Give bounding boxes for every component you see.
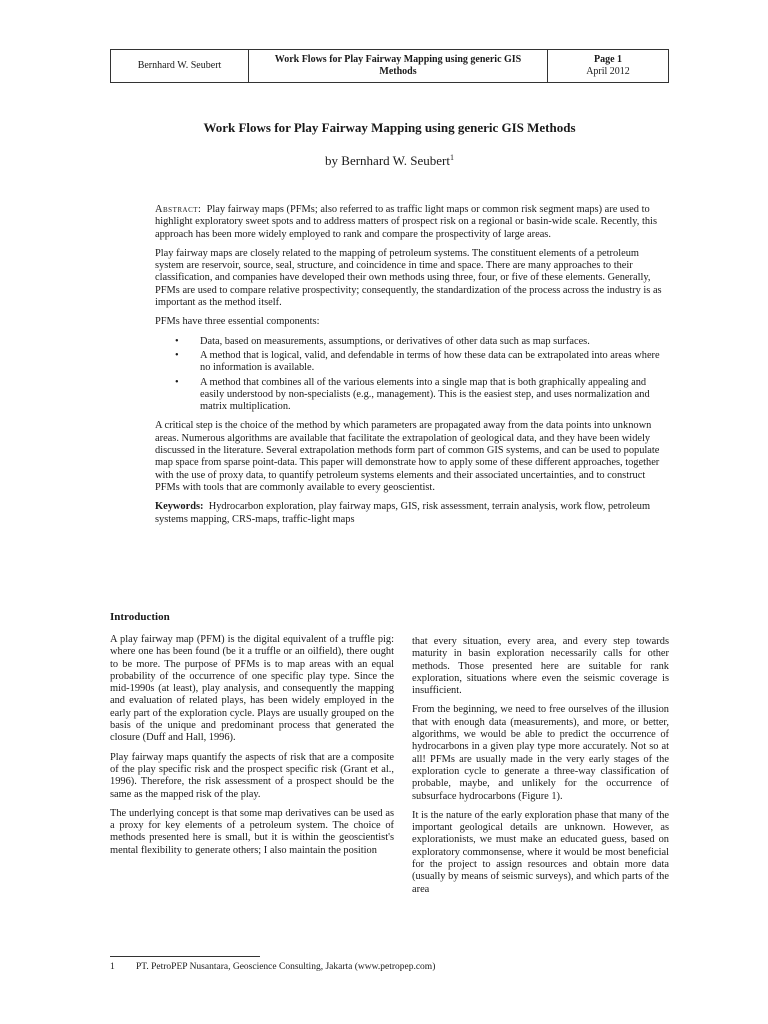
header-date: April 2012 <box>586 66 630 77</box>
footnote-rule <box>110 956 260 957</box>
introduction-left-column <box>110 634 394 864</box>
header-title-text: Work Flows for Play Fairway Mapping using generic GIS Methods <box>274 54 522 77</box>
bullet-marker: • <box>175 335 179 347</box>
keywords <box>155 501 670 526</box>
paragraph: From the beginning, we need to free ourselves of the illusion that with enough data (measurements), and more, or better, algorithms, we would be able to predict the occurrence of hydrocarbons in a given play type more accurately. Not so at all! PFMs are usually made in the very early stages of the exploration cycle to generate a three-way classification of probable, maybe, and unlikely for the occurrence of subsurface hydrocarbons (Figure 1). <box>412 704 669 802</box>
bullet-marker: • <box>175 376 179 388</box>
header-author <box>111 50 249 82</box>
abstract-label: Abstract: <box>155 204 202 215</box>
front-matter <box>155 204 670 533</box>
paragraph: The underlying concept is that some map derivatives can be used as a proxy for key elements of a petroleum system. The choice of methods presented here is small, but it is within the geoscientist's mental flexibility to generate others; I also maintain the position <box>110 807 394 856</box>
author-byline: by Bernhard W. Seubert <box>325 153 450 168</box>
abstract <box>155 204 670 241</box>
paragraph-critical-step: A critical step is the choice of the method by which parameters are propagated away from the data points into unknown areas. Numerous algorithms are available that facilitate the extrapolation of geological data, and they have been widely discussed in the literature. Several extrapolation methods form part of common GIS systems, and can be used to populate map space from sparse point-data. This paper will demonstrate how to apply some of these different approaches, together with the use of proxy data, to quantify petroleum systems elements and their associated uncertainties, and to construct PFMs with tools that are commonly available to every geoscientist. <box>155 420 660 493</box>
paragraph: It is the nature of the early exploration phase that many of the important geological details are unknown. However, as explorationists, we must make an educated guess, based on exploratory commonsense, where it would be most beneficial for the project to assign resources and obtain more data (usually by means of seismic surveys), and which parts of the area <box>412 809 669 895</box>
header-page-info <box>548 50 668 82</box>
list-item <box>155 336 670 348</box>
paragraph-petroleum-systems: Play fairway maps are closely related to the mapping of petroleum systems. The constituent elements of a petroleum system are reservoir, source, seal, structure, and coincidence in time and space. There are many approaches to their classification, and companies have developed their own methods using three, four, or five of these elements. Generally, PFMs are used to compare relative prospectivity; consequently, the standardization of the process across the industry is as important as the method itself. <box>155 247 662 309</box>
paragraph: that every situation, every area, and every step towards maturity in basin exploration necessarily calls for other methods. Those presented here are suitable for rank exploration, situations where even the seismic coverage is insufficient. <box>412 636 669 697</box>
header-author-text: Bernhard W. Seubert <box>137 60 222 71</box>
paper-title: Work Flows for Play Fairway Mapping using generic GIS Methods <box>203 120 576 135</box>
introduction-right-column <box>412 636 669 903</box>
header-title <box>249 50 548 82</box>
list-item-text: Data, based on measurements, assumptions, or derivatives of other data such as map surfaces. <box>200 335 590 347</box>
footnote-number: 1 <box>110 962 115 972</box>
paragraph: A play fairway map (PFM) is the digital equivalent of a truffle pig: where one has been found (be it a truffle or an oilfield), there ought to be more. The purpose of PFMs is to map areas with an equal probability of the occurrence of one specific play type. Since the mid-1990s (at least), play analysis, and consequently the mapping and evaluation of related plays, has been widely employed in the early part of the exploration cycle. Plays are usually grouped on the basis of the unique and predominant process that generated the closure (Duff and Hall, 1996). <box>110 634 394 744</box>
components-list <box>155 336 670 414</box>
list-item-text: A method that is logical, valid, and defendable in terms of how these data can be extrapolated into areas where no information is available. <box>200 349 660 374</box>
paper-author <box>110 153 669 169</box>
paragraph: Play fairway maps quantify the aspects of risk that are a composite of the play specific risk and the prospect specific risk (Grant et al., 1996). Therefore, the risk assessment of a prospect should be the same as the mapped risk of the play. <box>110 751 394 800</box>
list-item <box>155 377 670 414</box>
keywords-text: Hydrocarbon exploration, play fairway maps, GIS, risk assessment, terrain analysis, work flow, petroleum systems mapping, CRS-maps, traffic-light maps <box>155 501 651 525</box>
paragraph-components-intro: PFMs have three essential components: <box>155 316 320 328</box>
list-item <box>155 350 670 375</box>
abstract-text: Play fairway maps (PFMs; also referred to as traffic light maps or common risk segment maps) are used to highlight exploratory sweet spots and to address matters of prospect risk on a regional or basin-wide scale. Recently, this approach has been more widely employed to rank and compare the prospectivity of large areas. <box>155 204 657 240</box>
list-item-text: A method that combines all of the various elements into a single map that is both graphically appealing and easily understood by non-specialists (e.g., management). This is the easiest step, and uses normalization and matrix multiplication. <box>200 376 650 413</box>
header-page-number: Page 1 <box>593 54 623 65</box>
bullet-marker: • <box>175 349 179 361</box>
section-heading-introduction: Introduction <box>110 611 170 623</box>
keywords-label: Keywords: <box>155 501 204 513</box>
footnote <box>110 962 435 973</box>
author-footnote-mark: 1 <box>449 153 454 162</box>
page-header <box>110 49 669 83</box>
footnote-text: PT. PetroPEP Nusantara, Geoscience Consulting, Jakarta (www.petropep.com) <box>136 962 436 972</box>
